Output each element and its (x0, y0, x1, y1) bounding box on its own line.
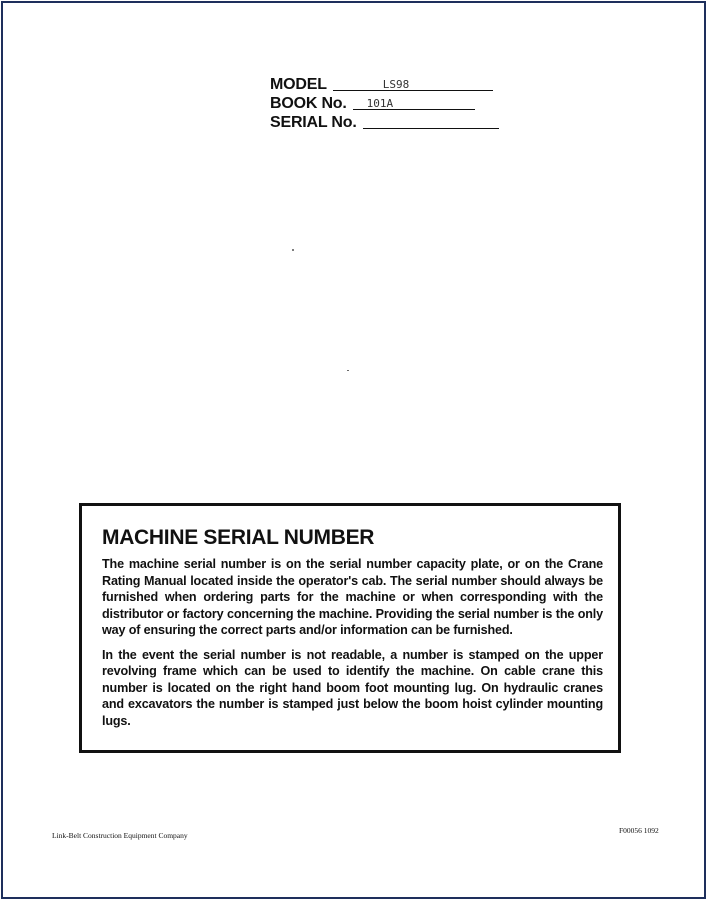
scan-speck (347, 370, 349, 371)
model-value: LS98 (382, 78, 410, 91)
model-label: MODEL (270, 76, 327, 93)
book-value: 101A (366, 97, 394, 110)
scan-speck (292, 249, 294, 251)
model-line (333, 75, 493, 91)
book-line (353, 94, 475, 110)
book-field (270, 94, 499, 113)
notice-paragraph: In the event the serial number is not readable, a number is stamped on the upper revolving frame which can be used to identify the machine. On cable crane this number is located on the right hand boom foot mounting lug. On hydraulic cranes and excavators the number is stamped just below the boom hoist cylinder mounting lugs. (102, 647, 603, 728)
book-label: BOOK No. (270, 95, 347, 112)
model-field (270, 75, 499, 94)
form-number: F00056 1092 (619, 826, 659, 835)
company-name: Link-Belt Construction Equipment Company (52, 831, 188, 840)
serial-number-notice (79, 503, 621, 753)
page-border (1, 1, 706, 899)
serial-line (363, 113, 499, 129)
notice-title: MACHINE SERIAL NUMBER (102, 526, 375, 549)
serial-label: SERIAL No. (270, 114, 357, 131)
identification-fields (270, 75, 499, 132)
notice-paragraph: The machine serial number is on the serial number capacity plate, or on the Crane Rating Manual located inside the operator's cab. The serial number should always be furnished when ordering parts for the machine or when corresponding with the distributor or factory concerning the machine. Providing the serial number is the only way of ensuring the correct parts and/or information can be furnished. (102, 557, 603, 637)
serial-field (270, 113, 499, 132)
